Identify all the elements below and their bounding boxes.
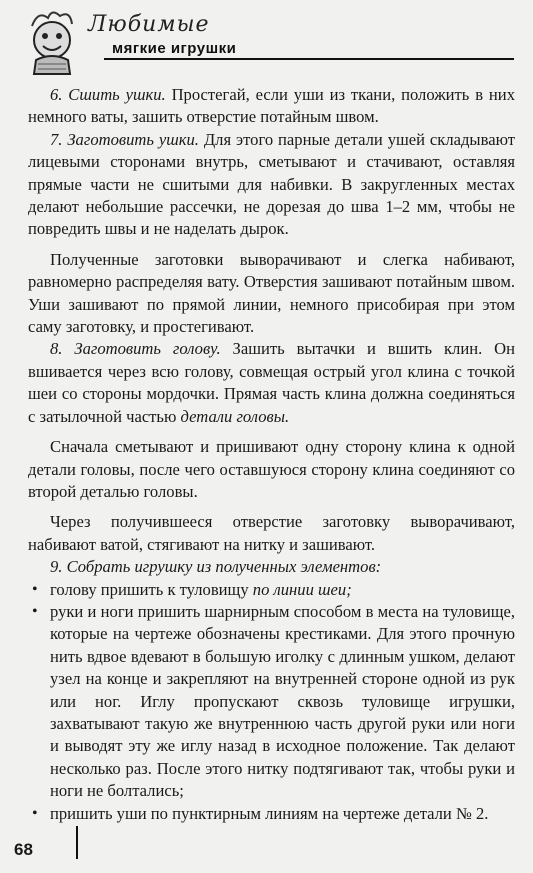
assembly-list xyxy=(28,579,515,825)
paragraph-stuffing: Через получившееся отверстие заготовку выворачивают, набивают ватой, стягивают на нитку и зашивают. xyxy=(28,512,515,554)
page-number: 68 xyxy=(14,840,33,859)
page-text xyxy=(28,84,515,825)
list-item-text: пришить уши по пунктирным линиям на чертеже детали № 2. xyxy=(50,803,489,823)
list-item-text: голову пришить к туловищу xyxy=(50,579,253,599)
list-item xyxy=(32,579,515,601)
paragraph-ears-finish: Полученные заготовки выворачивают и слегка набивают, равномерно распределяя вату. Отверстия зашивают потайным швом. Уши зашивают по прямой линии, немного присобирая при этом саму заготовку, и простегивают. xyxy=(28,249,515,337)
step-8-text-tail: детали головы. xyxy=(180,406,290,426)
bullet-icon: • xyxy=(32,602,38,620)
step-6-text: Простегай, если уши из ткани, положить в них немного ваты, зашить отверстие потайным швом. xyxy=(28,85,515,127)
list-item-text-tail: по линии шеи; xyxy=(252,579,352,599)
running-header xyxy=(18,6,518,76)
doll-mascot-icon xyxy=(18,6,88,76)
series-title: Любимые xyxy=(88,12,210,37)
paragraph-step-6 xyxy=(28,84,515,129)
step-9-heading: 9. Собрать игрушку из полученных элементов: xyxy=(50,557,382,577)
footer-rule xyxy=(76,826,78,859)
bullet-icon: • xyxy=(32,804,38,822)
list-item xyxy=(32,803,515,825)
paragraph-step-8 xyxy=(28,338,515,428)
paragraph-step-9 xyxy=(28,556,515,578)
list-item-text: руки и ноги пришить шарнирным способом в места на туловище, которые на чертеже обозначены крестиками. Для этого прочную нить вдвое вдевают в большую иголку с длинным ушком, делают узел на конце и закрепляют на внутренней стороне одной из рук или ног. Иглу пропускают сквозь туловище игрушки, захватывают такую же внутреннюю часть другой руки или ноги и выводят эту же иглу назад в исходное положение. Так делают несколько раз. После этого нитку подтягивают так, чтобы руки и ноги не болтались; xyxy=(50,601,515,801)
paragraph-wedge: Сначала сметывают и пришивают одну сторону клина к одной детали головы, после чего оставшуюся сторону клина соединяют со второй деталью головы. xyxy=(28,437,515,501)
list-item xyxy=(32,601,515,803)
step-8-heading: 8. Заготовить голову. xyxy=(50,339,221,359)
step-8-text: Зашить вытачки и вшить клин. Он вшивается через всю голову, совмещая острый угол клина с точкой шеи со стороны мордочки. Прямая часть клина должна соединяться с затылочной частью xyxy=(28,339,516,426)
header-rule xyxy=(104,58,514,60)
step-6-heading: 6. Сшить ушки. xyxy=(50,85,166,104)
series-subtitle: мягкие игрушки xyxy=(112,40,237,57)
bullet-icon: • xyxy=(32,580,38,598)
paragraph-step-7 xyxy=(28,129,515,241)
step-7-heading: 7. Заготовить ушки. xyxy=(50,129,199,149)
step-7-text: Для этого парные детали ушей складывают лицевыми сторонами внутрь, сметывают и стачивают, оставляя прямые части не сшитыми для набивки. В закругленных местах делают небольшие рассечки, не дорезая до шва 1–2 мм, чтобы не повредить швы и не наделать дырок. xyxy=(28,129,515,239)
